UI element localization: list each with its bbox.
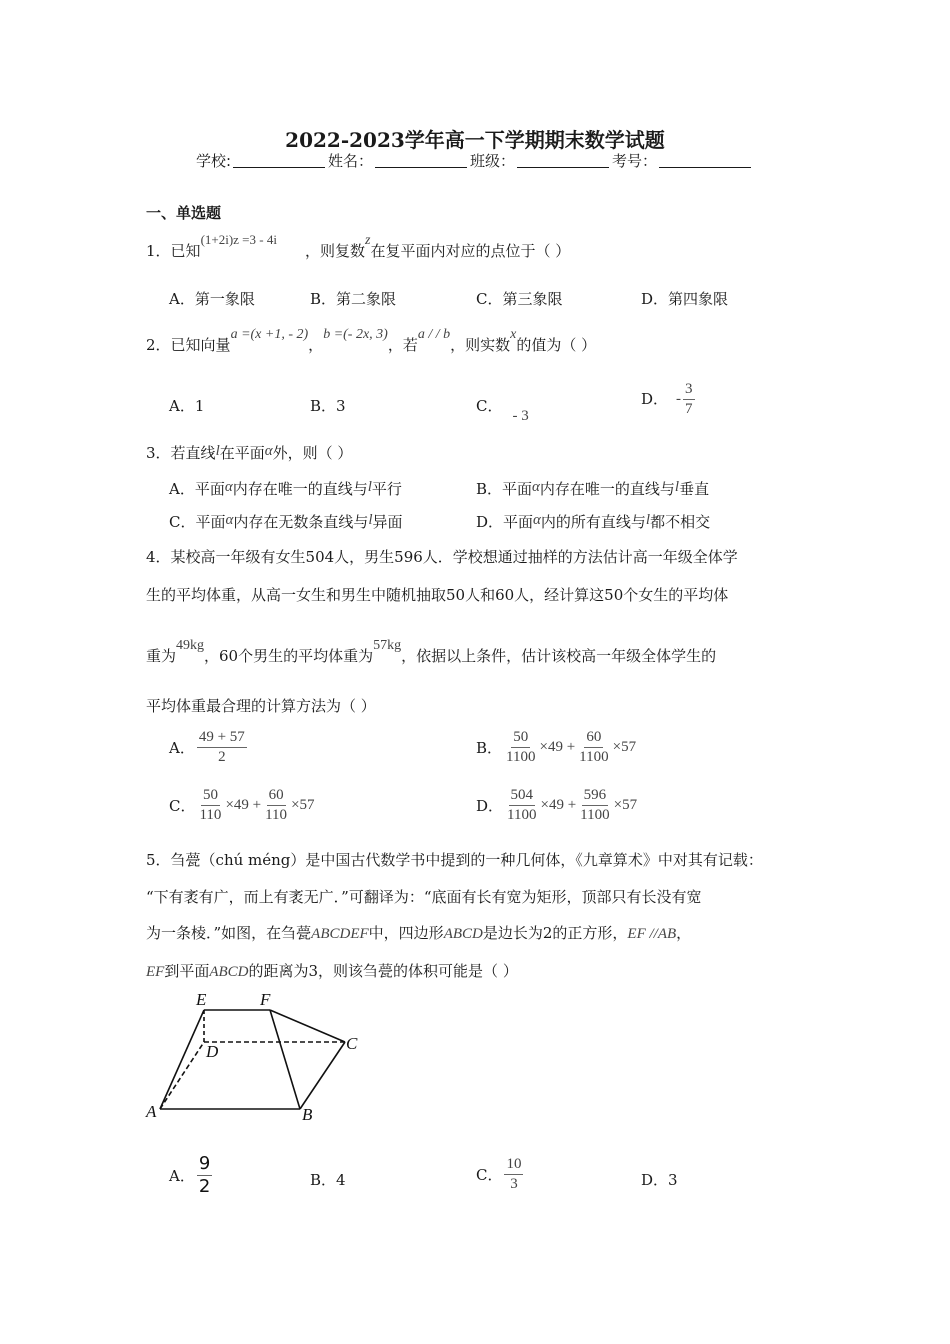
q4-b-d2: 1100	[579, 749, 609, 765]
q3-d-text-1: D．平面	[476, 513, 534, 531]
q3-option-a[interactable]	[169, 478, 402, 499]
q2-option-a[interactable]: A．1	[169, 397, 205, 415]
q5-a-numerator: 9	[198, 1153, 211, 1174]
q5-text-2: 中，四边形	[368, 924, 444, 942]
q3-b-text-3: 垂直	[679, 480, 710, 498]
q3-c-text-1: C．平面	[169, 513, 226, 531]
q2-option-d-label: D．	[641, 389, 669, 408]
q2-vector-b: b =(- 2x, 3)	[323, 327, 388, 342]
q4-a-numerator: 49 + 57	[197, 728, 247, 748]
q4-b-d1: 1100	[506, 749, 536, 765]
q2-text-2: ，若	[387, 336, 418, 354]
question-1	[146, 232, 571, 261]
q2-text-3: ，则实数	[450, 336, 511, 354]
q3-b-alpha: α	[532, 479, 540, 495]
q3-d-text-2: 内的所有直线与	[540, 513, 646, 531]
q2-number: 2．	[146, 336, 171, 354]
label-c: C	[346, 1034, 358, 1053]
q5-text-5: 到平面	[164, 962, 210, 980]
q4-d-fraction-2	[578, 786, 611, 825]
q5-line-4	[146, 960, 518, 981]
q3-a-l: l	[367, 479, 372, 495]
q5-plane-name: ABCD	[209, 964, 249, 980]
q5-text-3: 是边长为2的正方形，	[482, 924, 628, 942]
q3-a-text-1: A．平面	[169, 480, 225, 498]
q2-option-b[interactable]: B．3	[310, 397, 346, 415]
chumeng-figure	[140, 985, 380, 1130]
q2-option-c-label: C．	[476, 397, 503, 415]
q4-b-end: ×57	[612, 739, 637, 755]
q4-option-d[interactable]	[476, 786, 637, 825]
q4-b-fraction-2	[577, 728, 610, 767]
q5-option-d[interactable]: D．3	[641, 1171, 678, 1189]
q4-d-d1: 1100	[507, 807, 537, 823]
q4-line-3	[146, 638, 717, 666]
q2-option-d-sign: -	[676, 391, 682, 407]
label-d: D	[206, 1042, 219, 1061]
q3-plane-alpha: α	[264, 443, 273, 459]
edge-ae	[160, 1010, 204, 1109]
q3-c-text-2: 内存在无数条直线与	[233, 513, 369, 531]
q4-c-fraction-2	[263, 786, 289, 825]
q3-option-b[interactable]	[476, 478, 709, 499]
q3-d-text-3: 都不相交	[650, 513, 711, 531]
q5-option-b[interactable]: B．4	[310, 1171, 346, 1189]
class-label: 班级：	[470, 152, 516, 170]
q1-option-c[interactable]: C．第三象限	[476, 290, 563, 308]
q4-a-fraction	[197, 728, 247, 767]
q3-b-l: l	[674, 479, 680, 495]
q3-b-text-2: 内存在唯一的直线与	[539, 480, 675, 498]
q5-line-1: 5．刍甍（chú méng）是中国古代数学书中提到的一种几何体，《九章算术》中对其有记载：	[146, 851, 763, 869]
q4-c-label: C．	[169, 797, 196, 815]
q4-c-mid: ×49 +	[225, 797, 262, 813]
q4-weight-boys: 57kg	[373, 638, 402, 653]
q2-option-d[interactable]	[641, 380, 697, 419]
q4-option-a[interactable]	[169, 728, 249, 767]
edge-bc	[300, 1042, 345, 1109]
q3-c-text-3: 异面	[372, 513, 403, 531]
q4-c-fraction-1	[197, 786, 223, 825]
q1-number: 1．	[146, 242, 171, 260]
label-f: F	[260, 990, 271, 1009]
q3-b-text-1: B．平面	[476, 480, 533, 498]
q2-option-d-fraction	[683, 380, 695, 419]
student-info-line	[0, 150, 950, 171]
q4-d-n2: 596	[582, 786, 609, 806]
edge-fb	[270, 1010, 300, 1109]
edge-ad-hidden	[160, 1042, 204, 1109]
school-blank	[233, 153, 325, 168]
q4-b-n1: 50	[511, 728, 530, 748]
q3-a-text-3: 平行	[371, 480, 402, 498]
q4-b-fraction-1	[504, 728, 537, 767]
question-2	[146, 327, 597, 355]
q4-option-c[interactable]	[169, 786, 315, 825]
q5-ef: EF	[146, 964, 165, 980]
q4-text-2: ，60个男生的平均体重为	[204, 647, 374, 665]
q4-c-n2: 60	[267, 786, 286, 806]
label-a: A	[146, 1102, 157, 1121]
q3-d-l: l	[645, 512, 651, 528]
q1-option-b[interactable]: B．第二象限	[310, 290, 397, 308]
q2-d-numerator: 3	[683, 380, 695, 400]
section-heading: 一、单选题	[146, 204, 222, 222]
q4-option-b[interactable]	[476, 728, 636, 767]
q5-a-denominator: 2	[198, 1176, 211, 1197]
q3-d-alpha: α	[533, 512, 541, 528]
q3-text-2: 在平面	[219, 444, 265, 462]
q4-c-n1: 50	[201, 786, 220, 806]
question-3	[146, 442, 352, 463]
q4-line-1: 4．某校高一年级有女生504人，男生596人．学校想通过抽样的方法估计高一年级全体学	[146, 548, 738, 566]
q1-option-a[interactable]: A．第一象限	[169, 290, 255, 308]
q2-comma: ，	[308, 336, 324, 354]
q3-a-text-2: 内存在唯一的直线与	[232, 480, 368, 498]
q1-equation: (1+2i)z =3 - 4i	[200, 232, 277, 247]
q3-text-3: 外，则（ ）	[272, 444, 353, 462]
q4-a-denominator: 2	[218, 749, 226, 765]
q3-option-c[interactable]	[169, 511, 403, 532]
q2-vector-a: a =(x +1, - 2)	[230, 327, 309, 342]
q2-option-c-value: - 3	[512, 408, 529, 424]
q5-line-3	[146, 922, 691, 943]
q5-text-4: ，	[676, 924, 692, 942]
q5-option-c[interactable]	[476, 1155, 525, 1194]
label-b: B	[302, 1105, 313, 1124]
name-blank	[375, 153, 467, 168]
q2-text-4: 的值为（ ）	[516, 336, 597, 354]
exam-no-label: 考号：	[612, 152, 658, 170]
q2-text: 已知向量	[170, 336, 231, 354]
q1-text-3: 在复平面内对应的点位于（ ）	[370, 242, 571, 260]
q5-text: 为一条棱．”如图，在刍甍	[146, 924, 312, 942]
q3-a-alpha: α	[224, 479, 233, 495]
q3-option-d[interactable]	[476, 511, 710, 532]
q4-d-end: ×57	[613, 797, 638, 813]
q3-number: 3．	[146, 444, 171, 462]
q2-parallel: a / / b	[417, 327, 451, 342]
label-e: E	[196, 990, 207, 1009]
q5-c-label: C．	[476, 1166, 503, 1184]
q4-text-3: ，依据以上条件，估计该校高一年级全体学生的	[401, 647, 717, 665]
q3-c-alpha: α	[225, 512, 234, 528]
q2-option-c[interactable]	[476, 395, 529, 424]
q4-c-d2: 110	[265, 807, 288, 823]
q4-d-fraction-1	[505, 786, 538, 825]
q5-solid-name: ABCDEF	[311, 926, 369, 942]
q3-text: 若直线	[170, 444, 216, 462]
q4-b-n2: 60	[584, 728, 603, 748]
edge-fc	[270, 1010, 345, 1042]
q4-c-end: ×57	[291, 797, 315, 813]
q4-b-mid: ×49 +	[539, 739, 576, 755]
name-label: 姓名：	[328, 152, 374, 170]
q4-line-4: 平均体重最合理的计算方法为（ ）	[146, 697, 376, 715]
class-blank	[517, 153, 609, 168]
q5-quad-name: ABCD	[443, 926, 483, 942]
q4-d-d2: 1100	[580, 807, 610, 823]
q5-ef-parallel-ab: EF //AB	[627, 926, 677, 942]
q2-var-x: x	[510, 327, 517, 342]
q5-text-6: 的距离为3，则该刍甍的体积可能是（ ）	[248, 962, 518, 980]
q5-c-numerator: 10	[504, 1155, 523, 1175]
q3-c-l: l	[368, 512, 373, 528]
q4-text: 重为	[146, 647, 177, 665]
exam-title: 2022-2023学年高一下学期期末数学试题	[285, 128, 665, 152]
q5-line-2: “下有袤有广，而上有袤无广．”可翻译为：“底面有长有宽为矩形，顶部只有长没有宽	[146, 888, 702, 906]
q4-d-n1: 504	[509, 786, 536, 806]
q1-var-z: z	[364, 233, 371, 248]
q5-a-label: A．	[169, 1167, 195, 1185]
q1-text: 已知	[170, 242, 201, 260]
q1-option-d[interactable]: D．第四象限	[641, 290, 729, 308]
q1-text-2: ，则复数	[304, 242, 365, 260]
q4-a-label: A．	[169, 739, 195, 757]
q5-c-fraction	[504, 1155, 523, 1194]
q4-line-2: 生的平均体重，从高一女生和男生中随机抽取50人和60人，经计算这50个女生的平均体	[146, 586, 729, 604]
school-label: 学校:	[195, 152, 231, 170]
q4-d-mid: ×49 +	[540, 797, 577, 813]
q5-option-a[interactable]	[169, 1153, 214, 1198]
q4-c-d1: 110	[199, 807, 222, 823]
q5-a-fraction	[197, 1153, 212, 1198]
q4-d-label: D．	[476, 797, 504, 815]
q2-d-denominator: 7	[685, 401, 693, 417]
q5-c-denominator: 3	[510, 1176, 518, 1192]
exam-no-blank	[659, 153, 751, 168]
q3-line-l: l	[215, 443, 220, 459]
q4-b-label: B．	[476, 739, 503, 757]
q4-weight-girls: 49kg	[176, 638, 205, 653]
